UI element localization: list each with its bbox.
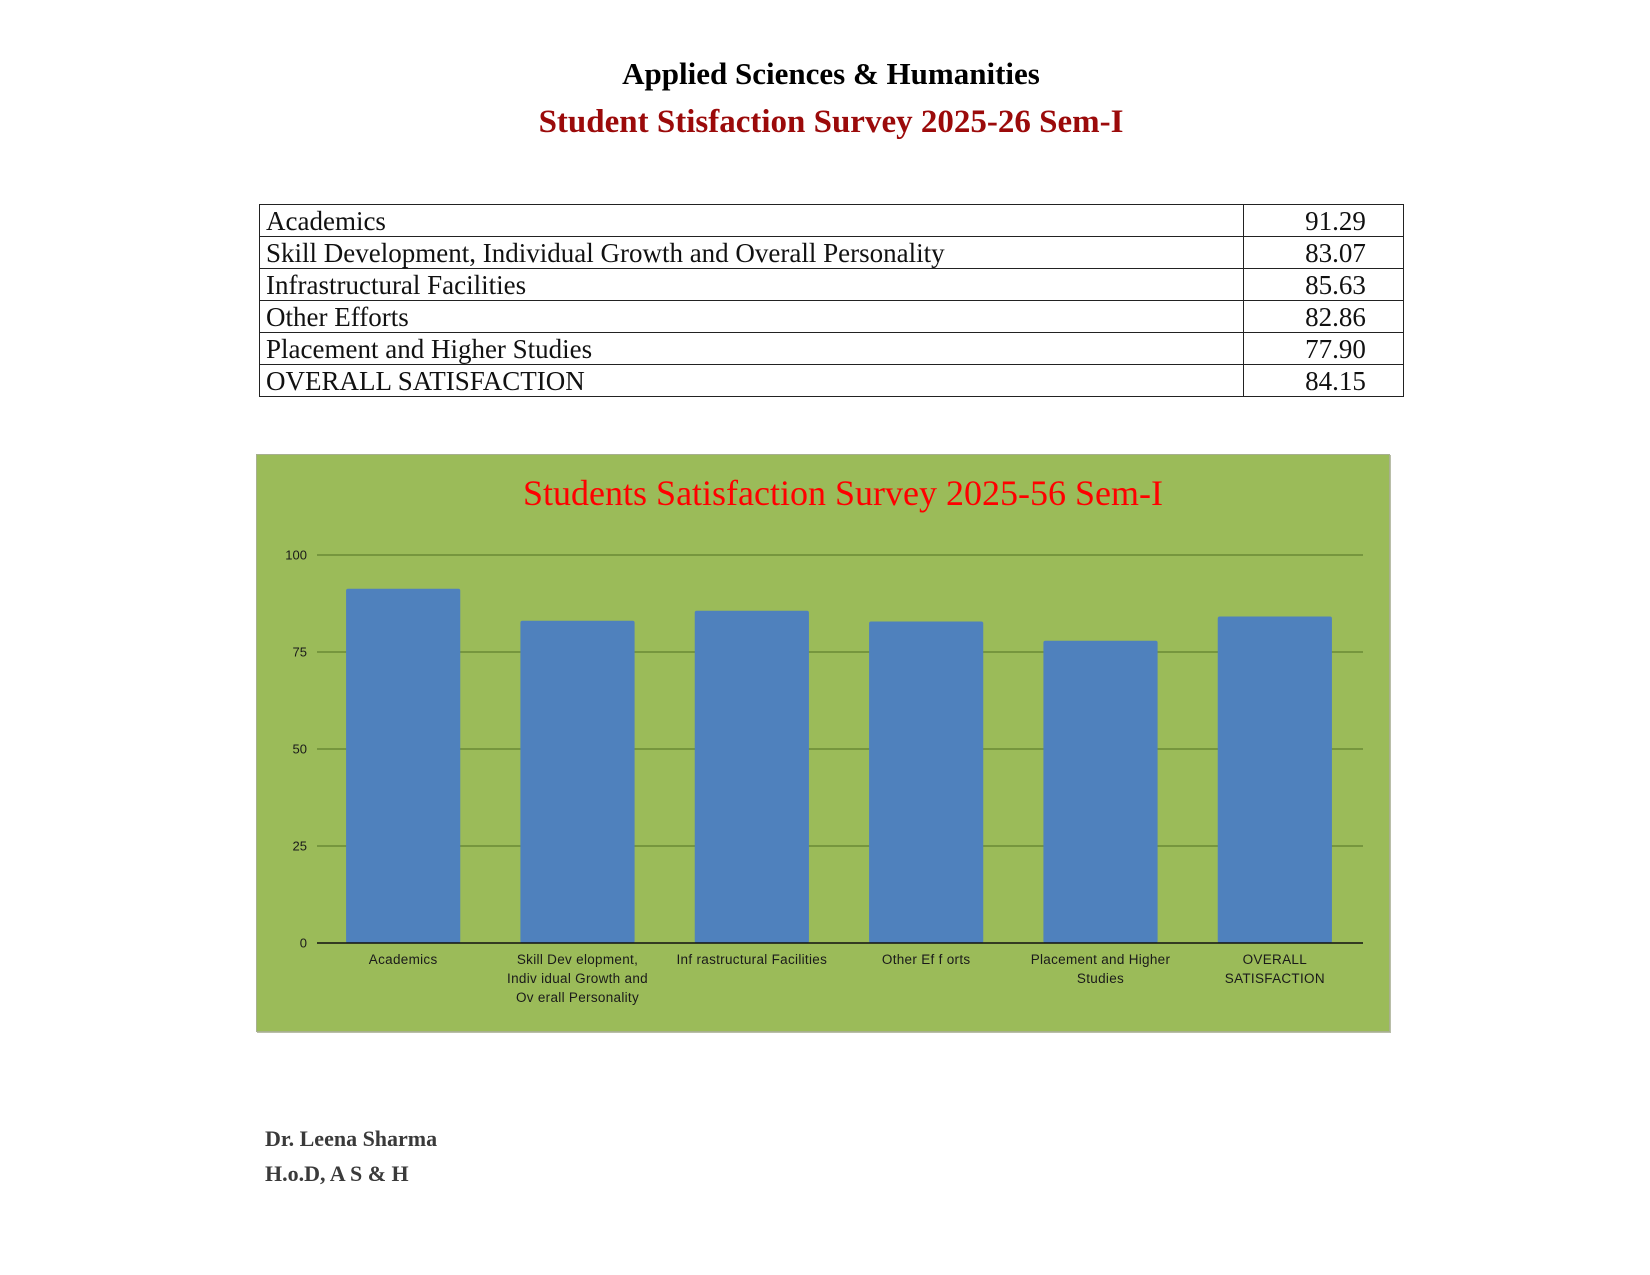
row-value: 84.15	[1244, 365, 1404, 397]
row-label: Infrastructural Facilities	[260, 269, 1244, 301]
table-row	[260, 301, 1404, 333]
x-tick-label: OVERALL	[1242, 952, 1308, 967]
row-value: 82.86	[1244, 301, 1404, 333]
row-label: Placement and Higher Studies	[260, 333, 1244, 365]
table-row	[260, 333, 1404, 365]
x-tick-label: Inf rastructural Facilities	[676, 952, 828, 967]
bars	[346, 589, 1332, 943]
x-tick-label: Placement and Higher	[1030, 952, 1171, 967]
y-tick-label: 0	[299, 935, 307, 951]
table-row	[260, 237, 1404, 269]
y-tick-label: 25	[292, 838, 307, 854]
signatory-role: H.o.D, A S & H	[265, 1161, 409, 1186]
x-tick-label: Ov erall Personality	[515, 990, 640, 1005]
survey-title: Student Stisfaction Survey 2025-26 Sem-I	[538, 104, 1124, 140]
bar	[520, 621, 634, 943]
x-tick-label: Studies	[1076, 971, 1125, 986]
x-tick-label: SATISFACTION	[1224, 971, 1325, 986]
table-row	[260, 205, 1404, 237]
y-tick-label: 100	[285, 547, 307, 563]
chart-container	[256, 454, 1390, 1032]
x-tick-label: Academics	[368, 952, 438, 967]
table-row	[260, 365, 1404, 397]
bar	[695, 611, 809, 943]
row-value: 77.90	[1244, 333, 1404, 365]
y-tick-label: 50	[292, 741, 307, 757]
signatory-name: Dr. Leena Sharma	[265, 1126, 438, 1151]
row-label: OVERALL SATISFACTION	[260, 365, 1244, 397]
bar	[1218, 616, 1332, 943]
row-label: Academics	[260, 205, 1244, 237]
bar	[869, 622, 983, 943]
bar	[1043, 641, 1157, 943]
x-tick-label: Indiv idual Growth and	[507, 971, 648, 986]
bar	[346, 589, 460, 943]
table-row	[260, 269, 1404, 301]
x-tick-label: Skill Dev elopment,	[516, 952, 639, 967]
row-value: 85.63	[1244, 269, 1404, 301]
chart-title: Students Satisfaction Survey 2025-56 Sem-I	[523, 473, 1163, 513]
row-value: 83.07	[1244, 237, 1404, 269]
department-title: Applied Sciences & Humanities	[622, 56, 1040, 91]
x-tick-label: Other Ef f orts	[881, 952, 971, 967]
row-label: Other Efforts	[260, 301, 1244, 333]
gridlines	[317, 555, 1363, 846]
row-value: 91.29	[1244, 205, 1404, 237]
bar-chart	[257, 455, 1389, 1031]
score-table	[259, 204, 1404, 397]
row-label: Skill Development, Individual Growth and Overall Personality	[260, 237, 1244, 269]
y-tick-label: 75	[292, 644, 307, 660]
